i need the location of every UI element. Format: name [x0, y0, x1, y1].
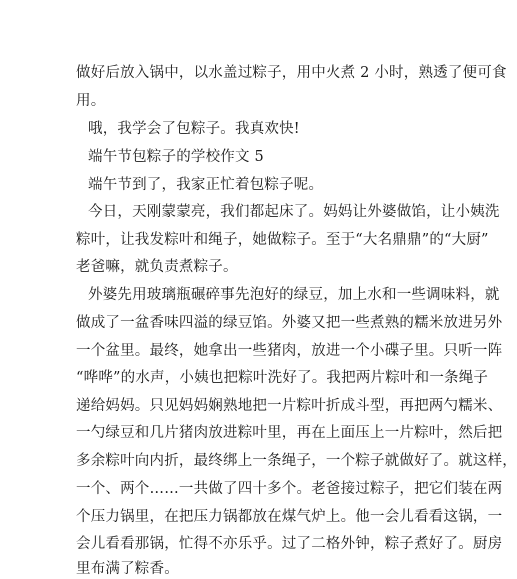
text-line: 哦，我学会了包粽子。我真欢快! — [88, 121, 300, 137]
text-line: 个压力锅里，在把压力锅都放在煤气炉上。他一会儿看看这锅，一 — [76, 509, 503, 525]
text-line: 粽叶，让我发粽叶和绳子，她做粽子。至于“大名鼎鼎”的“大厨” — [76, 232, 489, 248]
text-line: 里布满了粽香。 — [76, 561, 179, 577]
section-heading: 端午节包粽子的学校作文 5 — [88, 149, 264, 165]
text-line: “哗哗”的水声，小姨也把粽叶洗好了。我把两片粽叶和一条绳子 — [76, 370, 489, 386]
text-line: 用。 — [76, 93, 106, 109]
text-line: 今日，天刚蒙蒙亮，我们都起床了。妈妈让外婆做馅，让小姨洗 — [88, 204, 500, 220]
text-line: 多余粽叶向内折，最终绑上一条绳子，一个粽子就做好了。就这样， — [76, 453, 517, 469]
text-line: 一个盆里。最终，她拿出一些猪肉，放进一个小碟子里。只听一阵 — [76, 343, 503, 359]
text-line: 端午节到了，我家正忙着包粽子呢。 — [88, 177, 324, 193]
text-line: 会儿看看那锅，忙得不亦乐乎。过了二格外钟，粽子煮好了。厨房 — [76, 536, 503, 552]
text-line: 一勺绿豆和几片猪肉放进粽叶里，再在上面压上一片粽叶，然后把 — [76, 425, 503, 441]
text-line: 老爸嘛，就负责煮粽子。 — [76, 259, 238, 275]
text-line: 递给妈妈。只见妈妈娴熟地把一片粽叶折成斗型，再把两勺糯米、 — [76, 398, 503, 414]
text-line: 做成了一盆香味四溢的绿豆馅。外婆又把一些煮熟的糯米放进另外 — [76, 315, 503, 331]
text-line: 做好后放入锅中，以水盖过粽子，用中火煮 2 小时，熟透了便可食 — [76, 65, 507, 81]
text-line: 一个、两个……一共做了四十多个。老爸接过粽子，把它们装在两 — [76, 481, 503, 497]
text-line: 外婆先用玻璃瓶碾碎事先泡好的绿豆，加上水和一些调味料，就 — [88, 287, 500, 303]
